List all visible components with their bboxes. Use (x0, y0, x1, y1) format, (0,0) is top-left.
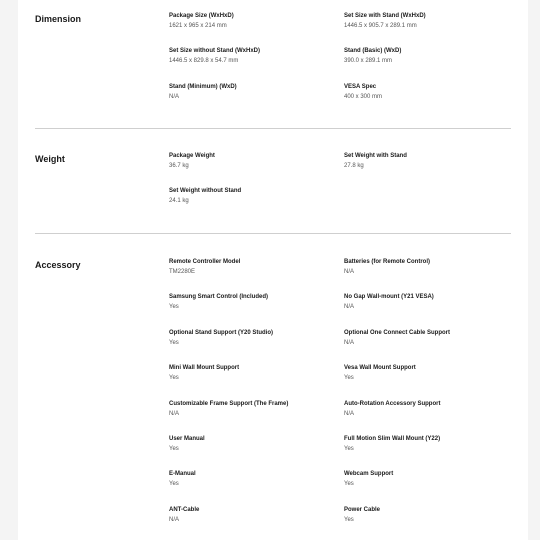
spec-value: Yes (344, 481, 354, 488)
spec-item (344, 258, 514, 276)
spec-value: 24.1 kg (169, 198, 189, 205)
spec-item (169, 400, 339, 418)
spec-item (344, 400, 514, 418)
spec-item (344, 47, 514, 65)
spec-label: VESA Spec (344, 83, 377, 90)
spec-label: Package Weight (169, 153, 215, 159)
spec-value: Yes (169, 339, 179, 346)
spec-value: Yes (344, 375, 354, 382)
spec-label: Package Size (WxHxD) (169, 13, 234, 19)
spec-label: Power Cable (344, 506, 381, 513)
spec-value: 1446.5 x 905.7 x 289.1 mm (344, 23, 417, 29)
spec-label: Full Motion Slim Wall Mount (Y22) (344, 436, 441, 442)
spec-label: Remote Controller Model (169, 259, 241, 265)
spec-item (169, 12, 339, 30)
spec-item (169, 83, 339, 101)
spec-value: 1446.5 x 829.8 x 54.7 mm (169, 58, 239, 65)
spec-value: Yes (344, 516, 354, 523)
spec-label: Mini Wall Mount Support (169, 365, 240, 372)
spec-label: Samsung Smart Control (Included) (169, 294, 269, 301)
spec-label: Set Size without Stand (WxHxD) (169, 48, 261, 55)
spec-item (344, 83, 514, 101)
section-divider (35, 128, 511, 129)
spec-label: Webcam Support (344, 471, 394, 478)
spec-item (169, 364, 339, 382)
spec-label: Stand (Minimum) (WxD) (169, 83, 237, 90)
spec-item (344, 506, 514, 524)
spec-label: Set Weight with Stand (344, 153, 407, 159)
section-title: Weight (35, 154, 65, 164)
spec-value: Yes (169, 304, 179, 311)
spec-value: TM2280E (169, 269, 196, 275)
spec-label: Optional Stand Support (Y20 Studio) (169, 329, 273, 336)
spec-label: Stand (Basic) (WxD) (344, 48, 402, 55)
spec-value: Yes (169, 481, 179, 488)
spec-label: Batteries (for Remote Control) (344, 259, 431, 265)
spec-value: N/A (344, 410, 355, 417)
spec-item (169, 293, 339, 311)
spec-label: Customizable Frame Support (The Frame) (169, 400, 289, 407)
spec-value: 36.7 kg (169, 163, 189, 169)
spec-value: Yes (169, 446, 179, 452)
spec-label: Set Weight without Stand (169, 188, 242, 195)
spec-item (169, 329, 339, 347)
spec-value: N/A (169, 410, 180, 417)
spec-label: Auto-Rotation Accessory Support (344, 400, 441, 407)
spec-label: E-Manual (169, 471, 196, 478)
spec-panel (18, 0, 528, 540)
spec-item (344, 12, 514, 30)
spec-item (169, 506, 339, 524)
section-divider (35, 233, 511, 234)
spec-item (169, 435, 339, 453)
spec-value: Yes (344, 446, 354, 452)
spec-item (344, 329, 514, 347)
spec-value: N/A (344, 269, 355, 275)
spec-value: N/A (169, 93, 180, 100)
spec-item (169, 187, 339, 205)
spec-item (169, 258, 339, 276)
spec-label: Set Size with Stand (WxHxD) (344, 13, 426, 19)
spec-value: 390.0 x 289.1 mm (344, 58, 393, 65)
section-title: Accessory (35, 260, 81, 270)
spec-item (169, 470, 339, 488)
spec-item (169, 47, 339, 65)
spec-item (344, 470, 514, 488)
spec-item (344, 364, 514, 382)
spec-label: Optional One Connect Cable Support (344, 329, 451, 336)
spec-value: 27.8 kg (344, 163, 364, 169)
spec-value: N/A (344, 304, 355, 311)
spec-label: Vesa Wall Mount Support (344, 365, 416, 372)
spec-value: N/A (344, 339, 355, 346)
spec-label: ANT-Cable (169, 506, 200, 513)
spec-value: N/A (169, 516, 180, 523)
spec-item (344, 152, 514, 170)
section-title: Dimension (35, 14, 82, 24)
spec-item (344, 435, 514, 453)
spec-item (344, 293, 514, 311)
spec-value: Yes (169, 375, 179, 382)
spec-value: 1621 x 965 x 214 mm (169, 23, 227, 29)
spec-value: 400 x 300 mm (344, 93, 383, 100)
spec-label: User Manual (169, 436, 205, 442)
spec-item (169, 152, 339, 170)
spec-label: No Gap Wall-mount (Y21 VESA) (344, 294, 434, 301)
